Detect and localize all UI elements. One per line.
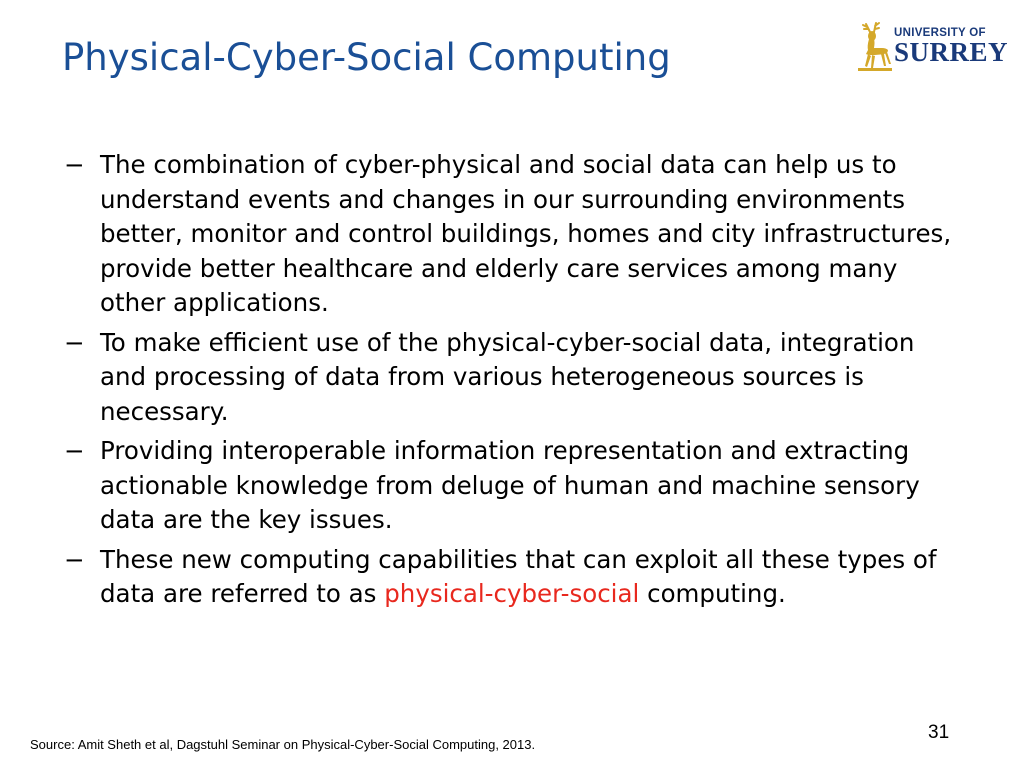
bullet-marker: − — [64, 150, 85, 179]
highlighted-term: physical-cyber-social — [384, 579, 640, 608]
bullet-list — [62, 148, 962, 617]
bullet-text: The combination of cyber-physical and social data can help us to understand events and changes in our surrounding environments better, monitor and control buildings, homes and city infrastructures, provide better healthcare and elderly care services among many other applications. — [100, 150, 952, 317]
bullet-marker: − — [64, 436, 85, 465]
bullet-item — [62, 148, 962, 321]
logo-university-of: UNIVERSITY OF — [894, 27, 986, 39]
bullet-text-before: These new computing capabilities that can exploit all these types of data are referred to as — [100, 544, 937, 608]
bullet-item — [62, 434, 962, 538]
bullet-text-after: computing. — [639, 579, 786, 608]
bullet-marker: − — [64, 327, 85, 357]
source-citation: Source: Amit Sheth et al, Dagstuhl Seminar on Physical-Cyber-Social Computing, 2013. — [30, 737, 536, 752]
bullet-item — [62, 326, 962, 430]
stag-icon — [856, 20, 894, 72]
logo-surrey: SURREY — [894, 37, 1009, 67]
university-logo — [856, 20, 1009, 76]
slide-title: Physical-Cyber-Social Computing — [62, 36, 671, 79]
bullet-text: Providing interoperable information representation and extracting actionable knowledge from deluge of human and machine sensory data are the key issues. — [100, 436, 920, 534]
bullet-text: To make efficient use of the physical-cyber-social data, integration and processing of data from various heterogeneous sources is necessary. — [100, 327, 915, 426]
bullet-marker: − — [64, 544, 85, 574]
bullet-item — [62, 543, 962, 612]
page-number: 31 — [928, 722, 950, 743]
